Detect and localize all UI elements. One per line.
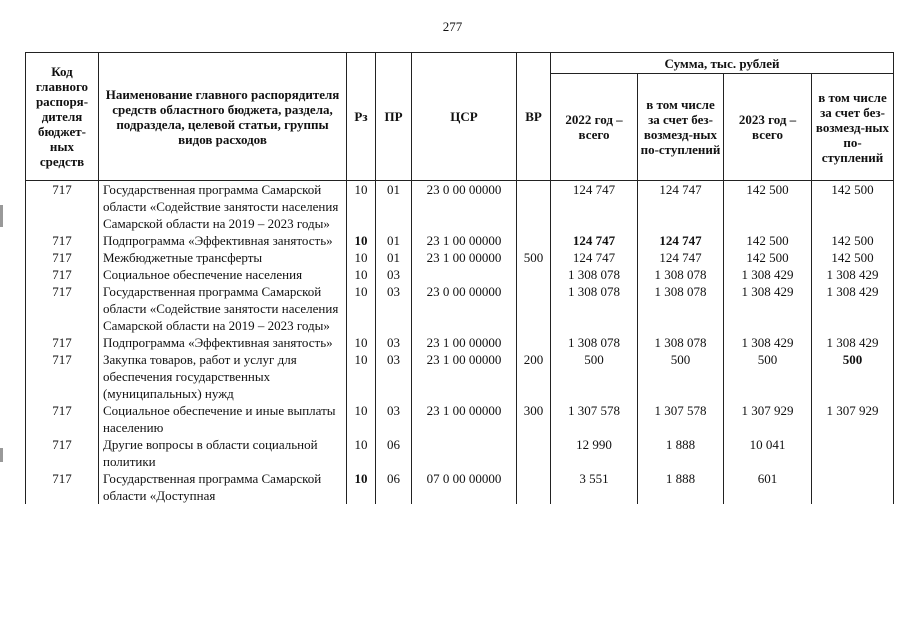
- cell-2022-free: 1 308 078: [638, 266, 724, 283]
- cell-2022-total: 1 307 578: [551, 402, 638, 436]
- header-pr: ПР: [376, 53, 412, 181]
- cell-rz: 10: [347, 181, 376, 233]
- cell-vr: [517, 334, 551, 351]
- cell-2022-free: 124 747: [638, 181, 724, 233]
- cell-2022-total: 12 990: [551, 436, 638, 470]
- header-code: Код главного распоря-дителя бюджет-ных средств: [26, 53, 99, 181]
- cell-pr: 06: [376, 436, 412, 470]
- cell-pr: 03: [376, 351, 412, 402]
- cell-2023-free: [812, 436, 894, 470]
- cell-name: Другие вопросы в области социальной политики: [99, 436, 347, 470]
- cell-vr: [517, 232, 551, 249]
- cell-2022-total: 1 308 078: [551, 334, 638, 351]
- cell-pr: 03: [376, 266, 412, 283]
- cell-vr: 300: [517, 402, 551, 436]
- cell-pr: 03: [376, 283, 412, 334]
- cell-csr: 23 0 00 00000: [412, 283, 517, 334]
- cell-pr: 01: [376, 249, 412, 266]
- cell-2023-total: 601: [724, 470, 812, 504]
- table-row: [26, 402, 894, 436]
- cell-code: 717: [26, 436, 99, 470]
- cell-vr: [517, 436, 551, 470]
- cell-2023-total: 1 308 429: [724, 283, 812, 334]
- cell-name: Государственная программа Самарской области «Содействие занятости населения Самарской области на 2019 – 2023 годы»: [99, 181, 347, 233]
- header-vr: ВР: [517, 53, 551, 181]
- cell-2023-total: 142 500: [724, 181, 812, 233]
- header-name: Наименование главного распорядителя средств областного бюджета, раздела, подраздела, целевой статьи, группы видов расходов: [99, 53, 347, 181]
- cell-csr: [412, 436, 517, 470]
- cell-2023-free: 1 307 929: [812, 402, 894, 436]
- cell-vr: [517, 181, 551, 233]
- cell-2022-total: 500: [551, 351, 638, 402]
- table-row: [26, 249, 894, 266]
- cell-2023-free: 500: [812, 351, 894, 402]
- table-row: [26, 181, 894, 233]
- page-number: 277: [442, 19, 463, 34]
- cell-name: Социальное обеспечение населения: [99, 266, 347, 283]
- cell-code: 717: [26, 334, 99, 351]
- cell-rz: 10: [347, 334, 376, 351]
- cell-code: 717: [26, 232, 99, 249]
- cell-rz: 10: [347, 283, 376, 334]
- cell-2022-free: 1 307 578: [638, 402, 724, 436]
- table-row: [26, 334, 894, 351]
- cell-2022-total: 1 308 078: [551, 266, 638, 283]
- cell-name: Подпрограмма «Эффективная занятость»: [99, 334, 347, 351]
- cell-name: Подпрограмма «Эффективная занятость»: [99, 232, 347, 249]
- cell-name: Закупка товаров, работ и услуг для обеспечения государственных (муниципальных) нужд: [99, 351, 347, 402]
- cell-csr: 23 1 00 00000: [412, 402, 517, 436]
- cell-vr: [517, 266, 551, 283]
- table-body: [26, 181, 894, 505]
- table-row: [26, 266, 894, 283]
- cell-2022-free: 500: [638, 351, 724, 402]
- cell-2023-total: 10 041: [724, 436, 812, 470]
- cell-2023-total: 1 308 429: [724, 334, 812, 351]
- cell-rz: 10: [347, 249, 376, 266]
- cell-csr: 23 1 00 00000: [412, 249, 517, 266]
- cell-2022-free: 1 888: [638, 436, 724, 470]
- cell-2022-total: 1 308 078: [551, 283, 638, 334]
- cell-csr: 07 0 00 00000: [412, 470, 517, 504]
- scan-artifact: [0, 205, 3, 227]
- cell-2022-free: 1 308 078: [638, 334, 724, 351]
- header-rz: Рз: [347, 53, 376, 181]
- cell-2023-total: 1 307 929: [724, 402, 812, 436]
- cell-rz: 10: [347, 232, 376, 249]
- header-2022-total: 2022 год – всего: [551, 74, 638, 181]
- cell-2023-free: [812, 470, 894, 504]
- cell-code: 717: [26, 249, 99, 266]
- cell-vr: [517, 470, 551, 504]
- cell-rz: 10: [347, 402, 376, 436]
- cell-pr: 06: [376, 470, 412, 504]
- header-sum-group: Сумма, тыс. рублей: [551, 53, 894, 74]
- cell-2023-free: 142 500: [812, 181, 894, 233]
- cell-pr: 03: [376, 402, 412, 436]
- cell-2022-free: 1 308 078: [638, 283, 724, 334]
- scan-artifact: [0, 448, 3, 462]
- cell-pr: 03: [376, 334, 412, 351]
- cell-code: 717: [26, 402, 99, 436]
- header-2023-total: 2023 год – всего: [724, 74, 812, 181]
- cell-2023-total: 142 500: [724, 249, 812, 266]
- cell-2022-total: 124 747: [551, 249, 638, 266]
- cell-2023-total: 1 308 429: [724, 266, 812, 283]
- header-csr: ЦСР: [412, 53, 517, 181]
- cell-2022-total: 124 747: [551, 181, 638, 233]
- header-2022-free: в том числе за счет без-возмезд-ных по-ступлений: [638, 74, 724, 181]
- cell-vr: 200: [517, 351, 551, 402]
- cell-2023-total: 142 500: [724, 232, 812, 249]
- cell-csr: [412, 266, 517, 283]
- cell-2023-free: 1 308 429: [812, 334, 894, 351]
- cell-csr: 23 0 00 00000: [412, 181, 517, 233]
- cell-2023-free: 1 308 429: [812, 283, 894, 334]
- cell-vr: [517, 283, 551, 334]
- cell-rz: 10: [347, 351, 376, 402]
- cell-pr: 01: [376, 181, 412, 233]
- cell-name: Межбюджетные трансферты: [99, 249, 347, 266]
- cell-code: 717: [26, 266, 99, 283]
- cell-2022-total: 124 747: [551, 232, 638, 249]
- cell-2022-free: 1 888: [638, 470, 724, 504]
- cell-2023-free: 142 500: [812, 232, 894, 249]
- table-row: [26, 470, 894, 504]
- table-row: [26, 351, 894, 402]
- cell-2023-free: 142 500: [812, 249, 894, 266]
- cell-name: Государственная программа Самарской области «Доступная: [99, 470, 347, 504]
- cell-2023-total: 500: [724, 351, 812, 402]
- budget-table: [25, 52, 894, 504]
- cell-csr: 23 1 00 00000: [412, 232, 517, 249]
- cell-rz: 10: [347, 470, 376, 504]
- cell-2022-free: 124 747: [638, 232, 724, 249]
- cell-vr: 500: [517, 249, 551, 266]
- cell-2023-free: 1 308 429: [812, 266, 894, 283]
- cell-csr: 23 1 00 00000: [412, 334, 517, 351]
- cell-name: Государственная программа Самарской области «Содействие занятости населения Самарской области на 2019 – 2023 годы»: [99, 283, 347, 334]
- cell-code: 717: [26, 283, 99, 334]
- cell-pr: 01: [376, 232, 412, 249]
- cell-2022-total: 3 551: [551, 470, 638, 504]
- cell-code: 717: [26, 181, 99, 233]
- cell-code: 717: [26, 470, 99, 504]
- table-row: [26, 436, 894, 470]
- header-2023-free: в том числе за счет без-возмезд-ных по-ступлений: [812, 74, 894, 181]
- table-row: [26, 232, 894, 249]
- cell-2022-free: 124 747: [638, 249, 724, 266]
- cell-name: Социальное обеспечение и иные выплаты населению: [99, 402, 347, 436]
- cell-csr: 23 1 00 00000: [412, 351, 517, 402]
- table-row: [26, 283, 894, 334]
- cell-rz: 10: [347, 436, 376, 470]
- cell-rz: 10: [347, 266, 376, 283]
- cell-code: 717: [26, 351, 99, 402]
